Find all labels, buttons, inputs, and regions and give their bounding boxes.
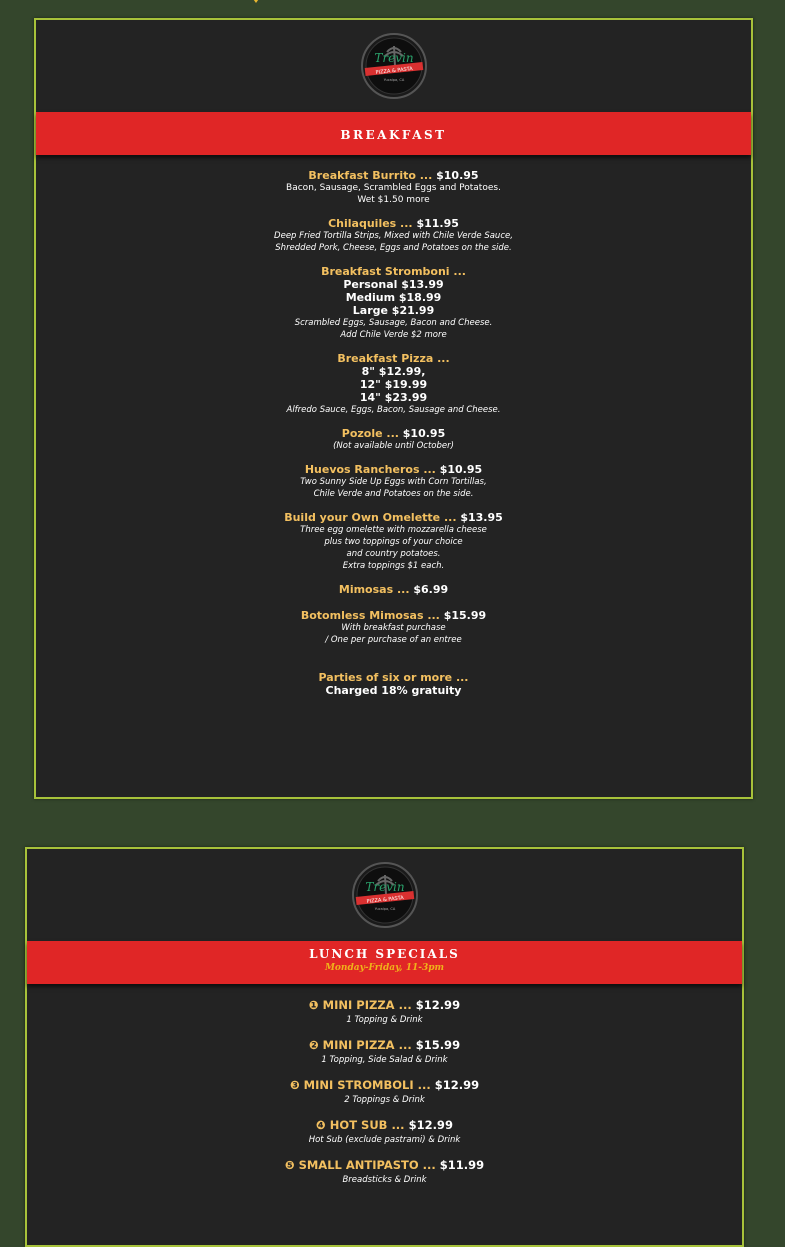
gratuity-note <box>36 671 751 697</box>
item-desc: 1 Topping, Side Salad & Drink <box>321 1055 448 1065</box>
breakfast-header-band <box>36 112 751 155</box>
size-price: 12" $19.99 <box>359 378 428 391</box>
number-badge: ❷ <box>308 1038 319 1052</box>
svg-text:PIZZA & PASTA: PIZZA & PASTA <box>374 66 413 76</box>
item-desc: / One per purchase of an entree <box>325 635 462 645</box>
item-name: Breakfast Stromboni ... <box>321 265 466 278</box>
breakfast-title: BREAKFAST <box>340 128 447 142</box>
menu-item <box>36 583 751 596</box>
breakfast-items <box>36 155 751 697</box>
menu-item <box>36 217 751 254</box>
item-desc: Wet $1.50 more <box>357 195 430 205</box>
lunch-subtitle: Monday-Friday, 11-3pm <box>324 963 445 973</box>
item-desc: and country potatoes. <box>346 549 441 559</box>
item-price: $10.95 <box>439 463 483 476</box>
item-desc: With breakfast purchase <box>341 623 446 633</box>
item-name: Botomless Mimosas ... <box>300 609 444 622</box>
item-desc: Hot Sub (exclude pastrami) & Drink <box>308 1135 461 1145</box>
lunch-title: LUNCH SPECIALS <box>309 947 460 961</box>
size-price: Large $21.99 <box>352 304 435 317</box>
item-name: Mimosas ... <box>338 583 414 596</box>
item-name: Pozole ... <box>341 427 403 440</box>
item-price: $10.95 <box>402 427 446 440</box>
item-name: Breakfast Burrito ... <box>308 169 437 182</box>
lunch-item <box>27 1118 742 1147</box>
item-price: $12.99 <box>434 1078 480 1092</box>
item-desc: Scrambled Eggs, Sausage, Bacon and Cheese. <box>294 318 493 328</box>
item-desc: Breadsticks & Drink <box>342 1175 427 1185</box>
menu-item <box>36 427 751 452</box>
item-price: $12.99 <box>408 1118 453 1132</box>
item-desc: 1 Topping & Drink <box>346 1015 423 1025</box>
item-name: Chilaquiles ... <box>328 217 417 230</box>
item-price: $15.99 <box>443 609 487 622</box>
item-name: MINI PIZZA ... <box>318 1038 416 1052</box>
number-badge: ❶ <box>308 998 319 1012</box>
breakfast-menu-card <box>34 18 753 799</box>
menu-item <box>36 169 751 206</box>
item-desc: plus two toppings of your choice <box>324 537 463 547</box>
number-badge: ❸ <box>289 1078 300 1092</box>
lunch-item <box>27 1158 742 1187</box>
item-name: SMALL ANTIPASTO ... <box>294 1158 440 1172</box>
item-desc: Three egg omelette with mozzarella cheese <box>300 525 487 535</box>
item-name: Build your Own Omelette ... <box>284 511 461 524</box>
size-price: 14" $23.99 <box>359 391 428 404</box>
item-name: Breakfast Pizza ... <box>337 352 450 365</box>
lunch-header-band <box>27 941 742 984</box>
item-desc: (Not available until October) <box>333 441 454 451</box>
menu-item <box>36 609 751 646</box>
svg-text:Trevin: Trevin <box>373 51 414 65</box>
menu-item <box>36 463 751 500</box>
lunch-item <box>27 998 742 1027</box>
size-price: Medium $18.99 <box>345 291 442 304</box>
lunch-item <box>27 1078 742 1107</box>
item-desc: Shredded Pork, Cheese, Eggs and Potatoes on the side. <box>275 243 512 253</box>
item-desc: Add Chile Verde $2 more <box>340 330 447 340</box>
svg-text:Yucaipa, CA: Yucaipa, CA <box>374 907 395 911</box>
item-price: $12.99 <box>415 998 461 1012</box>
lunch-menu-card <box>25 847 744 1247</box>
logo-area <box>27 849 742 941</box>
menu-item <box>36 511 751 572</box>
svg-text:PIZZA & PASTA: PIZZA & PASTA <box>365 895 404 905</box>
item-desc: Deep Fried Tortilla Strips, Mixed with Chile Verde Sauce, <box>274 231 513 241</box>
item-name: MINI PIZZA ... <box>318 998 416 1012</box>
item-price: $11.95 <box>416 217 459 230</box>
item-price: $13.95 <box>460 511 503 524</box>
size-price: Personal $13.99 <box>343 278 444 291</box>
svg-text:Trevin: Trevin <box>364 880 405 894</box>
arrow-down-icon <box>251 0 261 3</box>
item-desc: Chile Verde and Potatoes on the side. <box>313 489 474 499</box>
number-badge: ❹ <box>316 1118 326 1132</box>
gratuity-text: Charged 18% gratuity <box>325 684 462 697</box>
number-badge: ❺ <box>284 1158 295 1172</box>
item-price: $6.99 <box>413 583 449 596</box>
item-desc: Bacon, Sausage, Scrambled Eggs and Potatoes. <box>286 183 501 193</box>
menu-item <box>36 352 751 416</box>
item-desc: Two Sunny Side Up Eggs with Corn Tortillas, <box>300 477 487 487</box>
item-desc: Alfredo Sauce, Eggs, Bacon, Sausage and Cheese. <box>286 405 501 415</box>
item-price: $15.99 <box>415 1038 461 1052</box>
lunch-items <box>27 984 742 1187</box>
logo-area <box>36 20 751 111</box>
menu-item <box>36 265 751 341</box>
gratuity-label: Parties of six or more ... <box>318 671 469 684</box>
restaurant-logo-icon <box>357 32 431 100</box>
item-price: $10.95 <box>436 169 479 182</box>
item-name: Huevos Rancheros ... <box>304 463 440 476</box>
item-name: MINI STROMBOLI ... <box>299 1078 435 1092</box>
svg-text:Yucaipa, CA: Yucaipa, CA <box>383 78 404 82</box>
item-desc: 2 Toppings & Drink <box>344 1095 425 1105</box>
item-price: $11.99 <box>439 1158 485 1172</box>
lunch-item <box>27 1038 742 1067</box>
restaurant-logo-icon <box>348 861 422 929</box>
item-name: HOT SUB ... <box>325 1118 409 1132</box>
item-desc: Extra toppings $1 each. <box>342 561 445 571</box>
size-price: 8" $12.99, <box>361 365 426 378</box>
